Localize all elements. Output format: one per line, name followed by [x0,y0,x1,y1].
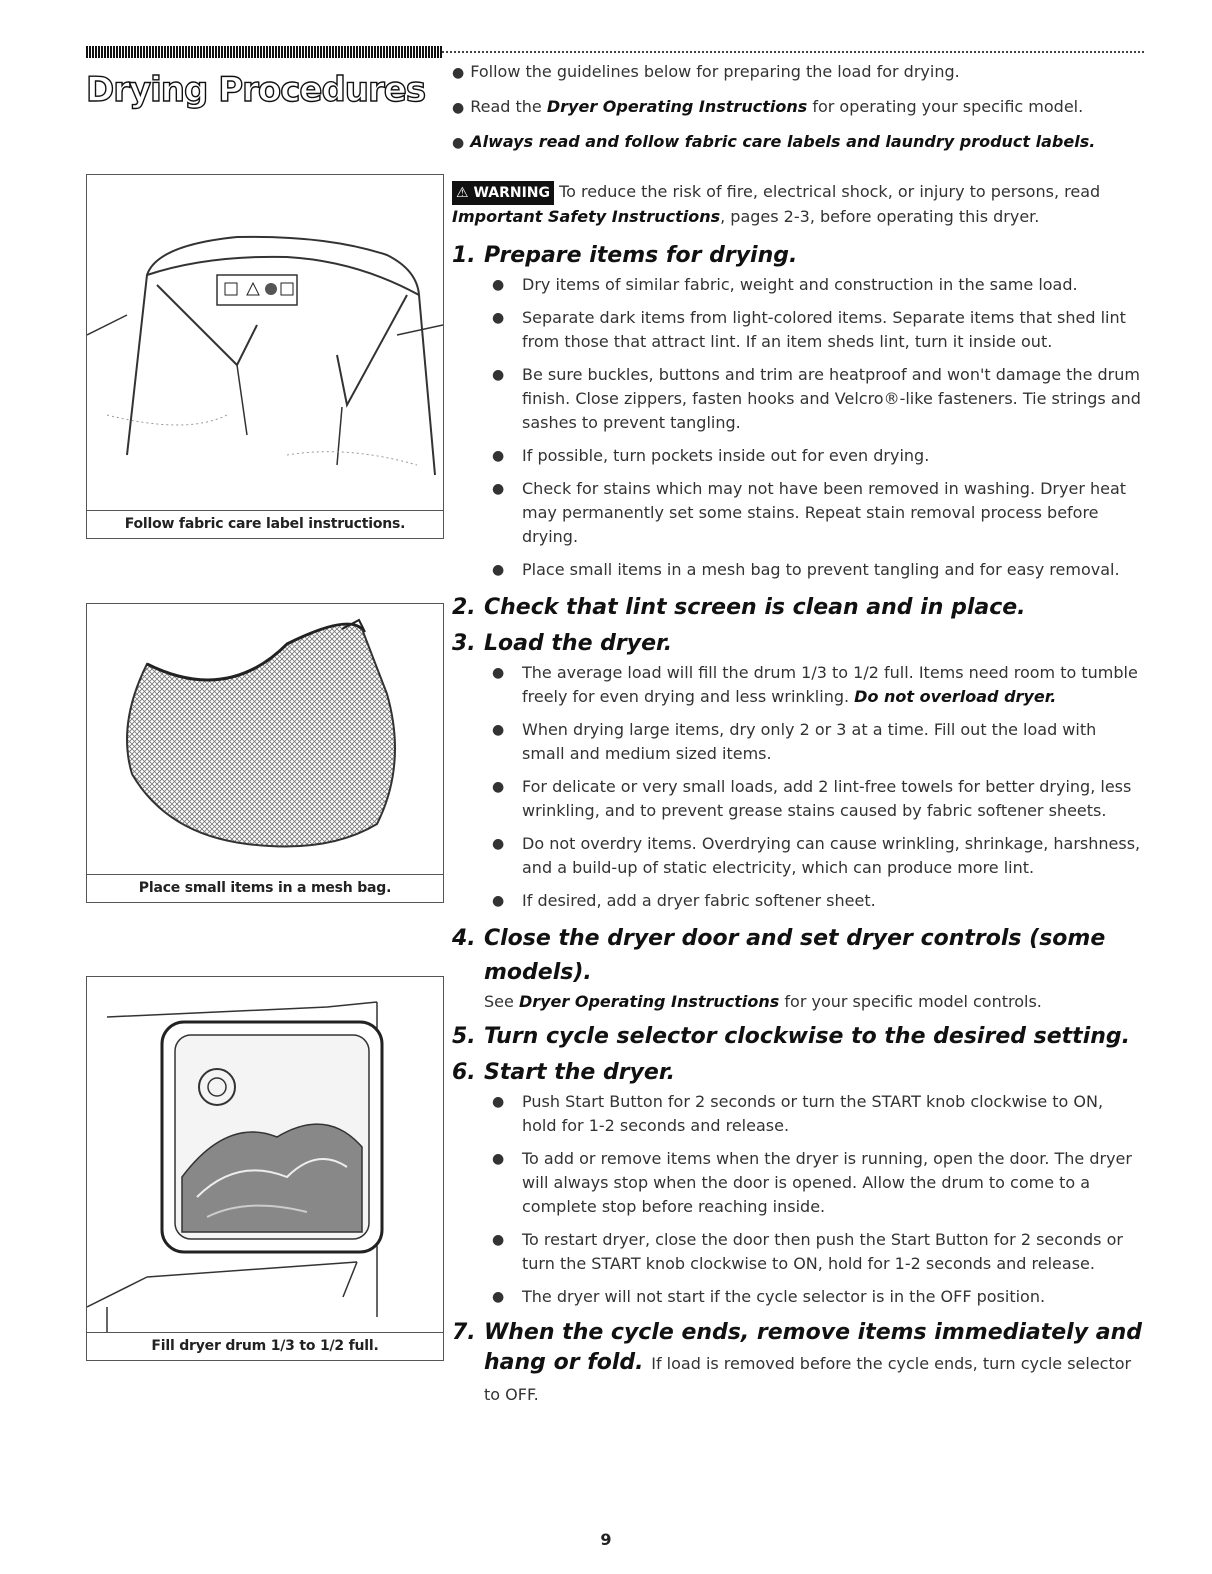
warning-badge [452,181,554,205]
note-text: for your specific model controls. [779,992,1042,1011]
item-text: Place small items in a mesh bag to prevent tangling and for easy removal. [522,560,1120,579]
bullet: ● [492,1232,505,1248]
step-6-list [452,1090,1142,1309]
shirt-collar-care-label-icon [87,175,443,510]
step-number: 6. [452,1060,476,1085]
item-text: Push Start Button for 2 seconds or turn the START knob clockwise to ON, hold for 1-2 seconds and release. [522,1092,1104,1135]
step-1-heading [452,239,1142,273]
step-1-list [452,273,1142,582]
bullet: ● [492,277,505,293]
figure-dryer-drum [86,976,444,1361]
intro-text: Follow the guidelines below for preparing the load for drying. [470,62,960,81]
step-title: Turn cycle selector clockwise to the desired setting. [484,1024,1131,1049]
bullet: ● [492,1151,505,1167]
figure-caption: Fill dryer drum 1/3 to 1/2 full. [87,1332,443,1360]
intro-item [452,95,1152,120]
list-item [492,889,1142,913]
bullet: ● [492,310,505,326]
header-rule-line [442,51,1144,53]
step-title: Prepare items for drying. [484,243,798,268]
step-3-heading [452,627,1142,661]
list-item [492,273,1142,297]
intro-text: for operating your specific model. [807,97,1084,116]
bullet: ● [492,1094,505,1110]
item-text: Be sure buckles, buttons and trim are heatproof and won't damage the drum finish. Close zippers, fasten hooks and Velcro®-like fasteners. Tie strings and sashes to prevent tangling. [522,365,1141,432]
intro-item [452,130,1152,155]
procedure-content [452,180,1142,1410]
step-number: 3. [452,631,476,656]
step-number: 1. [452,243,476,268]
item-bold: Do not overload dryer. [854,687,1057,706]
list-item [492,1147,1142,1219]
figure-mesh-bag [86,603,444,903]
warning-text: To reduce the risk of fire, electrical shock, or injury to persons, read [559,182,1101,201]
step-4-note [452,990,1142,1014]
intro-bold: Always read and follow fabric care labels and laundry product labels. [470,132,1096,151]
list-item [492,832,1142,880]
bullet: ● [492,665,505,681]
bullet: ● [492,836,505,852]
list-item [492,306,1142,354]
list-item [492,1285,1142,1309]
bullet: ● [492,722,505,738]
list-item [492,1228,1142,1276]
note-text: See [484,992,519,1011]
page-number: 9 [600,1530,612,1549]
intro-item [452,60,1152,85]
item-text: To add or remove items when the dryer is running, open the door. The dryer will always stop when the door is opened. Allow the drum to come to a complete stop before reaching inside. [522,1149,1132,1216]
step-6-heading [452,1056,1142,1090]
step-7-heading [452,1318,1142,1410]
page-title: Drying Procedures [86,70,426,110]
bullet: ● [492,1289,505,1305]
list-item [492,558,1142,582]
step-number: 5. [452,1024,476,1049]
list-item [492,477,1142,549]
item-text: Do not overdry items. Overdrying can cause wrinkling, shrinkage, harshness, and a build-up of static electricity, which can produce more lint. [522,834,1141,877]
bullet: ● [492,562,505,578]
step-4-heading [452,922,1142,990]
warning-badge-label: WARNING [473,185,550,201]
item-text: If possible, turn pockets inside out for even drying. [522,446,930,465]
item-text: When drying large items, dry only 2 or 3 at a time. Fill out the load with small and medium sized items. [522,720,1097,763]
step-title: Load the dryer. [484,631,673,656]
intro-list [452,60,1152,165]
list-item [492,775,1142,823]
item-text: To restart dryer, close the door then push the Start Button for 2 seconds or turn the START knob clockwise to ON, hold for 1-2 seconds and release. [522,1230,1123,1273]
bullet: ● [452,100,465,116]
intro-bold: Dryer Operating Instructions [546,97,808,116]
bullet: ● [492,779,505,795]
step-number: 7. [452,1320,476,1345]
warning-notice [452,180,1142,229]
item-text: Separate dark items from light-colored items. Separate items that shed lint from those that attract lint. If an item sheds lint, turn it inside out. [522,308,1126,351]
mesh-bag-icon [87,604,443,874]
figure-caption: Place small items in a mesh bag. [87,874,443,902]
step-3-list [452,661,1142,913]
bullet: ● [452,65,465,81]
header-rule-bar [86,46,442,58]
step-number: 4. [452,926,476,951]
bullet: ● [492,367,505,383]
step-title: Check that lint screen is clean and in place. [484,595,1026,620]
warning-text-tail: , pages 2-3, before operating this dryer. [720,207,1040,226]
item-text: Dry items of similar fabric, weight and construction in the same load. [522,275,1078,294]
intro-text: Read the [470,97,547,116]
step-tail-text: If load is removed before the cycle ends, turn cycle selector to OFF. [484,1354,1132,1404]
warning-bold: Important Safety Instructions [452,207,721,226]
step-title: Start the dryer. [484,1060,675,1085]
item-text: If desired, add a dryer fabric softener sheet. [522,891,876,910]
step-5-heading [452,1020,1142,1054]
list-item [492,1090,1142,1138]
bullet: ● [492,448,505,464]
list-item [492,718,1142,766]
figure-care-label [86,174,444,539]
figure-caption: Follow fabric care label instructions. [87,510,443,538]
bullet: ● [452,135,465,151]
step-title: When the cycle ends, remove items immediately and hang or fold. [484,1320,1142,1375]
item-text: For delicate or very small loads, add 2 lint-free towels for better drying, less wrinkling, and to prevent grease stains caused by fabric softener sheets. [522,777,1132,820]
dryer-drum-icon [87,977,443,1332]
item-text: The dryer will not start if the cycle selector is in the OFF position. [522,1287,1046,1306]
item-text: Check for stains which may not have been removed in washing. Dryer heat may permanently set some stains. Repeat stain removal process before drying. [522,479,1127,546]
warning-triangle-icon: ⚠ [456,185,469,201]
list-item [492,363,1142,435]
step-7-body [484,1318,1142,1410]
bullet: ● [492,893,505,909]
step-2-heading [452,591,1142,625]
bullet: ● [492,481,505,497]
note-bold: Dryer Operating Instructions [518,992,780,1011]
list-item [492,661,1142,709]
step-number: 2. [452,595,476,620]
item-text: The average load will fill the drum 1/3 to 1/2 full. Items need room to tumble freely for even drying and less wrinkling. [522,663,1138,706]
step-title: Close the dryer door and set dryer controls (some models). [484,926,1106,985]
list-item [492,444,1142,468]
